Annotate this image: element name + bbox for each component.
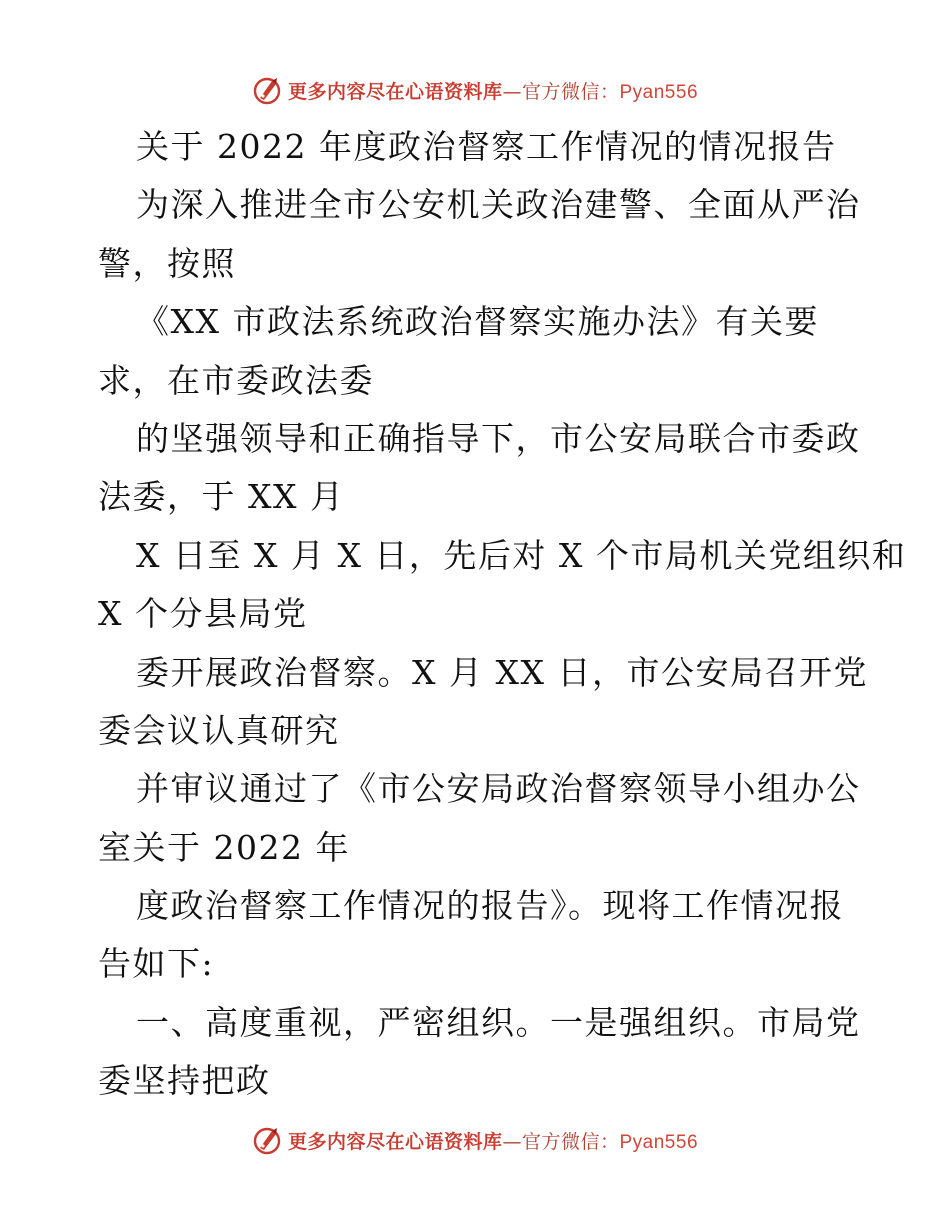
document-body xyxy=(98,118,907,1111)
text-line: X 个分县局党 xyxy=(98,594,308,634)
text-line: 的坚强领导和正确指导下，市公安局联合市委政 xyxy=(136,418,861,458)
banner-dash: — xyxy=(502,80,522,103)
banner-wechat-label: 官方微信： xyxy=(521,80,620,103)
text-line: 《XX 市政法系统政治督察实施办法》有关要 xyxy=(136,302,819,342)
banner-wechat-label: 官方微信： xyxy=(521,1130,620,1153)
quill-pen-logo-icon xyxy=(252,75,282,105)
footer-banner xyxy=(0,1118,950,1162)
quill-pen-logo-icon xyxy=(252,1125,282,1155)
banner-wechat-handle: Pyan556 xyxy=(619,81,699,103)
text-line: X 日至 X 月 X 日，先后对 X 个市局机关党组织和 xyxy=(136,535,907,575)
banner-site-name: 更多内容尽在心语资料库 xyxy=(287,1130,503,1153)
banner-text xyxy=(288,1127,698,1154)
text-line: 警，按照 xyxy=(98,243,236,283)
text-line: 关于 2022 年度政治督察工作情况的情况报告 xyxy=(136,127,837,166)
text-line: 告如下: xyxy=(98,944,215,984)
text-line: 室关于 2022 年 xyxy=(98,827,350,867)
text-line: 并审议通过了《市公安局政治督察领导小组办公 xyxy=(136,769,861,809)
text-line: 为深入推进全市公安机关政治建警、全面从严治 xyxy=(136,185,861,225)
banner-site-name: 更多内容尽在心语资料库 xyxy=(287,80,503,103)
text-line: 委会议认真研究 xyxy=(98,710,340,750)
text-line: 一、高度重视，严密组织。一是强组织。市局党 xyxy=(136,1002,861,1042)
banner-text xyxy=(288,77,698,104)
text-line: 求，在市委政法委 xyxy=(98,360,374,400)
text-line: 委开展政治督察。X 月 XX 日，市公安局召开党 xyxy=(136,652,868,692)
text-line: 度政治督察工作情况的报告》。现将工作情况报 xyxy=(136,886,844,926)
banner-dash: — xyxy=(502,1130,522,1153)
text-line: 法委，于 XX 月 xyxy=(98,477,345,517)
text-line: 委坚持把政 xyxy=(98,1061,271,1101)
banner-wechat-handle: Pyan556 xyxy=(619,1131,699,1153)
header-banner xyxy=(0,68,950,112)
